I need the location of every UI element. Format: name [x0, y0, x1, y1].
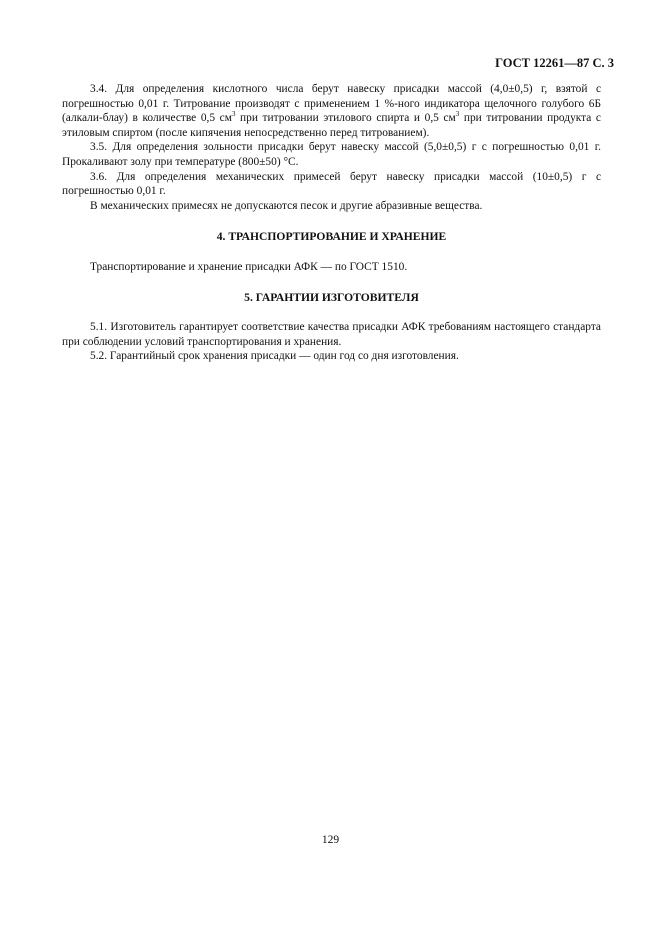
- paragraph-3-5: 3.5. Для определения зольности присадки берут навеску массой (5,0±0,5) г с погрешностью 0,01 г. Прокаливают золу при температуре (800±50) °С.: [62, 141, 601, 168]
- paragraph-3-4-part-3: при титровании продукта с этиловым спиртом (после кипячения непосредственно перед титрованием).: [62, 112, 601, 139]
- paragraph-3-4-part-2: при титровании этилового спирта и 0,5 см: [235, 112, 456, 125]
- paragraph-5-1: 5.1. Изготовитель гарантирует соответствие качества присадки АФК требованиям настоящего стандарта при соблюдении условий транспортирования и хранения.: [62, 321, 601, 348]
- paragraph-5-2: 5.2. Гарантийный срок хранения присадки — один год со дня изготовления.: [90, 350, 459, 363]
- paragraph-3-4: [62, 82, 601, 140]
- page-number: 129: [321, 834, 340, 846]
- document-body: [62, 82, 601, 364]
- paragraph-3-4-part-1: 3.4. Для определения кислотного числа берут навеску присадки массой (4,0±0,5) г, взятой с погрешностью 0,01 г. Титрование производят с применением 1 %-ного индикатора щелочного голубого 6Б (алкали-блау) в количестве 0,5 см: [62, 83, 601, 125]
- section-5-heading: 5. ГАРАНТИИ ИЗГОТОВИТЕЛЯ: [244, 290, 419, 304]
- paragraph-3-6-note: В механических примесях не допускаются песок и другие абразивные вещества.: [90, 199, 483, 212]
- section-4-heading: 4. ТРАНСПОРТИРОВАНИЕ И ХРАНЕНИЕ: [216, 230, 447, 244]
- superscript-3: 3: [455, 110, 460, 119]
- paragraph-4: Транспортирование и хранение присадки АФК — по ГОСТ 1510.: [90, 260, 408, 273]
- document-header: ГОСТ 12261—87 С. 3: [495, 56, 614, 70]
- paragraph-3-6: 3.6. Для определения механических примесей берут навеску присадки массой (10±0,5) г с погрешностью 0,01 г.: [62, 170, 601, 198]
- superscript-3: 3: [231, 110, 236, 119]
